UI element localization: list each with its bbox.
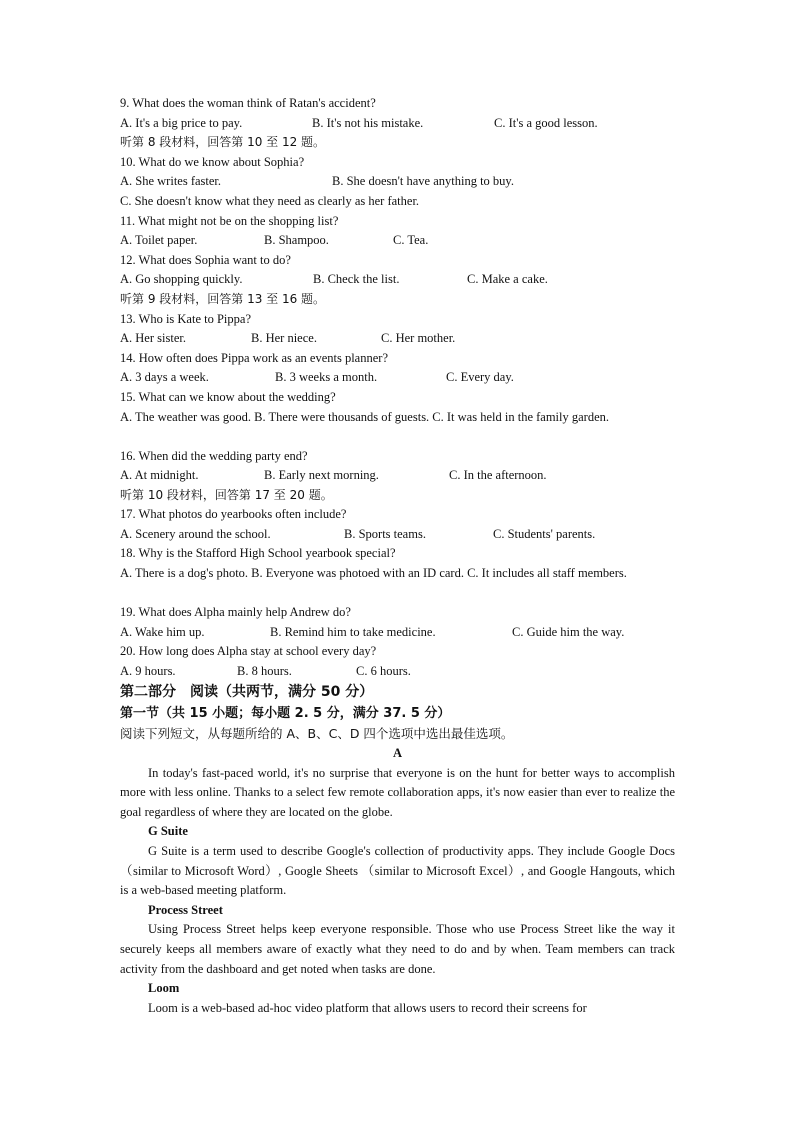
question-16-options [120, 466, 675, 486]
question-15-options: A. The weather was good. B. There were thousands of guests. C. It was held in the family garden. [120, 409, 610, 424]
question-12-options [120, 270, 675, 290]
option-c: C. She doesn't know what they need as clearly as her father. [120, 193, 420, 208]
option-b: B. 3 weeks a month. [275, 370, 378, 385]
question-12-stem: 12. What does Sophia want to do? [120, 252, 291, 267]
question-18-options: A. There is a dog's photo. B. Everyone was photoed with an ID card. C. It includes all staff members. [120, 566, 627, 581]
option-b: B. 8 hours. [237, 663, 292, 678]
question-19-options [120, 623, 675, 643]
question-14-options [120, 368, 675, 388]
question-17-options [120, 525, 675, 545]
question-17-stem: 17. What photos do yearbooks often include? [120, 507, 347, 522]
option-b: B. Sports teams. [344, 526, 426, 541]
option-a: A. At midnight. [120, 468, 199, 483]
option-a: A. Toilet paper. [120, 233, 198, 248]
question-10-options [120, 172, 675, 192]
passage-label: A [392, 746, 403, 761]
material-8-instruction: 听第 8 段材料，回答第 10 至 12 题。 [120, 135, 326, 150]
option-c: C. Every day. [446, 370, 514, 385]
option-a: A. Go shopping quickly. [120, 272, 243, 287]
question-18-stem: 18. Why is the Stafford High School yearbook special? [120, 546, 396, 561]
gsuite-heading: G Suite [148, 824, 188, 839]
part-2-heading: 第二部分 阅读（共两节，满分 50 分） [120, 684, 374, 701]
option-c: C. Her mother. [381, 331, 456, 346]
passage-intro: In today's fast-paced world, it's no surprise that everyone is on the hunt for better ways to accomplish more with less online. Thanks to a select few remote collaboration apps, it's now easier than ever to realize the goal regardless of where they are located on the globe. [120, 765, 675, 819]
option-b: B. Early next morning. [264, 468, 379, 483]
question-10-stem: 10. What do we know about Sophia? [120, 154, 305, 169]
question-16-stem: 16. When did the wedding party end? [120, 448, 308, 463]
option-a: A. She writes faster. [120, 174, 222, 189]
question-11-stem: 11. What might not be on the shopping list? [120, 213, 339, 228]
gsuite-paragraph: G Suite is a term used to describe Google's collection of productivity apps. They include Google Docs （similar to Microsoft Word）, Google Sheets （similar to Microsoft Excel）, and Google Hangouts, which is a web-based meeting platform. [120, 844, 675, 898]
question-9-options [120, 114, 675, 134]
question-13-options [120, 329, 675, 349]
option-b: B. She doesn't have anything to buy. [332, 174, 514, 189]
option-c: C. In the afternoon. [449, 468, 547, 483]
question-19-stem: 19. What does Alpha mainly help Andrew do? [120, 605, 351, 620]
option-a: A. 3 days a week. [120, 370, 209, 385]
option-c: C. Guide him the way. [512, 624, 625, 639]
section-1-heading: 第一节（共 15 小题；每小题 2. 5 分，满分 37. 5 分） [120, 706, 451, 722]
option-b: B. Her niece. [251, 331, 317, 346]
option-a: A. 9 hours. [120, 663, 176, 678]
exam-page [120, 94, 675, 1018]
loom-heading: Loom [148, 981, 180, 996]
option-a: A. Scenery around the school. [120, 526, 271, 541]
material-9-instruction: 听第 9 段材料，回答第 13 至 16 题。 [120, 291, 326, 306]
process-street-heading: Process Street [148, 902, 223, 917]
option-c: C. Make a cake. [467, 272, 548, 287]
question-20-stem: 20. How long does Alpha stay at school every day? [120, 644, 377, 659]
option-a: A. Wake him up. [120, 624, 205, 639]
question-15-stem: 15. What can we know about the wedding? [120, 389, 336, 404]
question-9-stem: 9. What does the woman think of Ratan's accident? [120, 96, 376, 110]
option-b: B. Shampoo. [264, 233, 329, 248]
option-b: B. Check the list. [313, 272, 400, 287]
question-14-stem: 14. How often does Pippa work as an events planner? [120, 350, 388, 365]
option-c: C. Tea. [393, 233, 429, 248]
option-c: C. It's a good lesson. [494, 115, 598, 130]
question-11-options [120, 231, 675, 251]
option-c: C. 6 hours. [356, 663, 411, 678]
question-20-options [120, 662, 675, 682]
material-10-instruction: 听第 10 段材料，回答第 17 至 20 题。 [120, 487, 333, 502]
loom-paragraph: Loom is a web-based ad-hoc video platform that allows users to record their screens for [148, 1000, 587, 1015]
option-b: B. Remind him to take medicine. [270, 624, 436, 639]
option-a: A. Her sister. [120, 331, 186, 346]
option-a: A. It's a big price to pay. [120, 115, 243, 130]
question-13-stem: 13. Who is Kate to Pippa? [120, 311, 251, 326]
option-b: B. It's not his mistake. [312, 115, 424, 130]
process-street-paragraph: Using Process Street helps keep everyone responsible. Those who use Process Street like the way it securely keeps all members aware of exactly what they need to do and by when. Team members can track activity from the dashboard and get noted when tasks are done. [120, 922, 675, 976]
reading-instruction: 阅读下列短文，从每题所给的 A、B、C、D 四个选项中选出最佳选项。 [120, 726, 514, 742]
option-c: C. Students' parents. [493, 526, 596, 541]
